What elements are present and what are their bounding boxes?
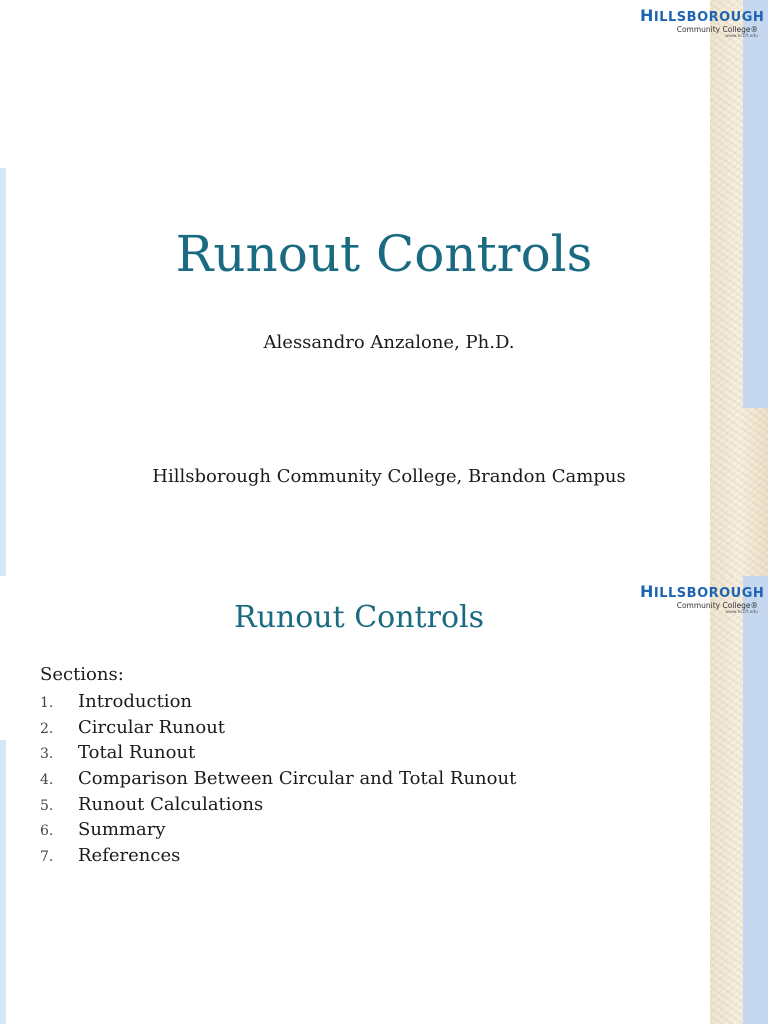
logo-name: ILLSBOROUGH <box>653 586 765 601</box>
item-label: References <box>78 845 181 867</box>
item-number: 6. <box>40 823 54 840</box>
item-label: Circular Runout <box>78 716 226 738</box>
logo-initial: H <box>640 6 654 25</box>
logo-subtitle: Community College® <box>676 601 758 610</box>
list-item <box>40 715 516 741</box>
author-name: Alessandro Anzalone, Ph.D. <box>263 332 515 353</box>
item-label: Introduction <box>78 691 192 712</box>
item-number: 2. <box>40 720 54 737</box>
item-number: 4. <box>40 772 54 789</box>
item-number: 5. <box>40 797 54 814</box>
logo-wordmark <box>640 6 765 25</box>
item-label: Summary <box>78 819 166 841</box>
slide-title: Runout Controls <box>175 225 593 283</box>
list-item <box>40 740 516 766</box>
logo-name: ILLSBOROUGH <box>653 10 765 25</box>
item-label: Runout Calculations <box>78 793 264 815</box>
sections-label: Sections: <box>40 664 124 685</box>
hcc-logo <box>640 6 765 40</box>
slide-title: Runout Controls <box>234 600 484 635</box>
left-edge-accent <box>0 740 6 1024</box>
item-label: Comparison Between Circular and Total Runout <box>78 768 517 790</box>
list-item <box>40 689 516 715</box>
decorative-blue-stripe <box>743 576 768 1024</box>
logo-url: www.hccfl.edu <box>725 610 758 615</box>
logo-subtitle: Community College® <box>676 25 758 34</box>
logo-initial: H <box>640 582 654 601</box>
item-number: 3. <box>40 746 54 763</box>
section-list <box>40 689 516 869</box>
sections-slide <box>0 576 768 1024</box>
item-label: Total Runout <box>78 742 196 764</box>
item-number: 1. <box>40 695 54 711</box>
list-item <box>40 817 516 843</box>
institution-name: Hillsborough Community College, Brandon Campus <box>152 466 626 487</box>
list-item <box>40 792 516 818</box>
list-item <box>40 766 516 792</box>
item-number: 7. <box>40 849 54 866</box>
logo-url: www.hccfl.edu <box>725 34 758 39</box>
list-item <box>40 843 516 869</box>
